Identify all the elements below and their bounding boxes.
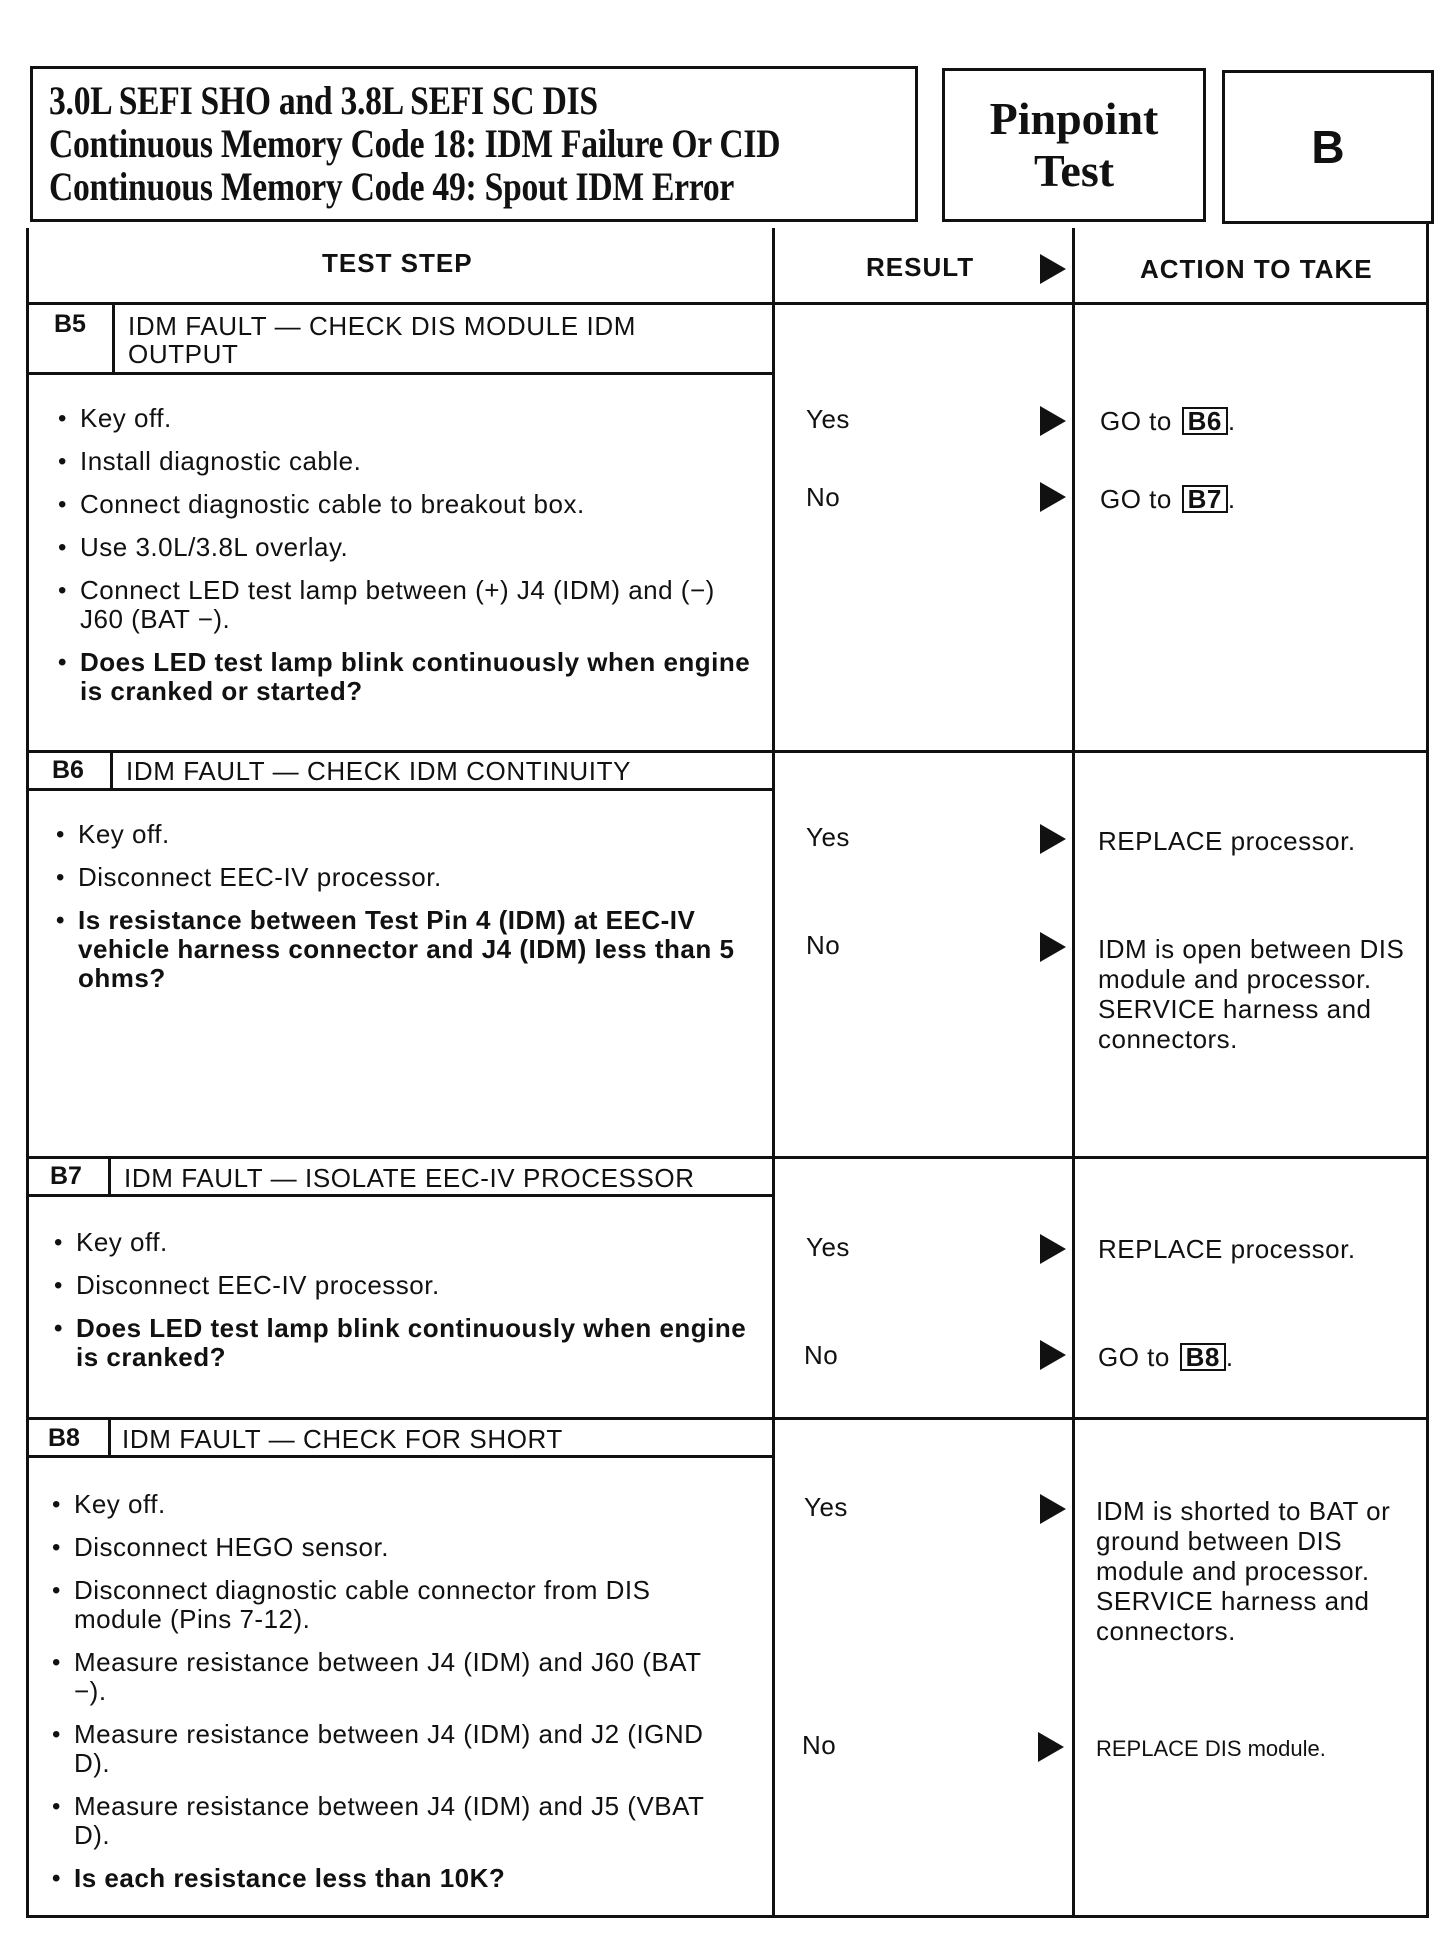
action-b8-yes: IDM is shorted to BAT or ground between DIS module and processor. SERVICE harness and connectors. bbox=[1096, 1496, 1391, 1646]
step-b6-question: • Is resistance between Test Pin 4 (IDM) at EEC-IV vehicle harness connector and J4 (IDM) less than 5 ohms? bbox=[50, 906, 750, 993]
test-letter-box bbox=[1222, 70, 1434, 224]
arrow-icon bbox=[1040, 932, 1066, 962]
b6-id-divider bbox=[110, 750, 113, 788]
header-bottom-rule bbox=[26, 302, 1429, 305]
action-b6-no: IDM is open between DIS module and processor. SERVICE harness and connectors. bbox=[1098, 934, 1405, 1054]
step-id-b5: B5 bbox=[54, 310, 86, 338]
b5-title-bottom-rule bbox=[26, 372, 772, 375]
list-item: • Connect LED test lamp between (+) J4 (IDM) and (−) J60 (BAT −). bbox=[52, 576, 752, 634]
table-right-border bbox=[1426, 224, 1429, 1918]
b8-id-divider bbox=[108, 1417, 111, 1455]
list-item: • Key off. bbox=[46, 1490, 726, 1519]
step-ref-b7: B7 bbox=[1182, 485, 1228, 513]
arrow-icon bbox=[1040, 482, 1066, 512]
action-b6-yes: REPLACE processor. bbox=[1098, 826, 1356, 856]
list-item: • Disconnect diagnostic cable connector from DIS module (Pins 7-12). bbox=[46, 1576, 726, 1634]
list-item: • Disconnect EEC-IV processor. bbox=[50, 863, 750, 892]
list-item: • Use 3.0L/3.8L overlay. bbox=[52, 533, 752, 562]
step-b8-instructions bbox=[46, 1490, 726, 1907]
step-b7-question: • Does LED test lamp blink continuously when engine is cranked? bbox=[48, 1314, 748, 1372]
b7-title-bottom-rule bbox=[26, 1194, 772, 1197]
result-b5-yes: Yes bbox=[806, 404, 850, 434]
action-b5-yes bbox=[1100, 406, 1236, 436]
list-item: • Key off. bbox=[50, 820, 750, 849]
table-bottom-rule bbox=[26, 1915, 1429, 1918]
arrow-icon bbox=[1040, 1234, 1066, 1264]
title-line-3: Continuous Memory Code 49: Spout IDM Error bbox=[49, 164, 735, 209]
pinpoint-label: Pinpoint bbox=[989, 93, 1159, 144]
step-title-b5-line1: IDM FAULT — CHECK DIS MODULE IDM bbox=[128, 311, 636, 341]
step-title-b8: IDM FAULT — CHECK FOR SHORT bbox=[122, 1424, 563, 1454]
action-b5-no-text: GO to bbox=[1100, 484, 1172, 514]
step-id-b7: B7 bbox=[50, 1162, 82, 1190]
title-line-1: 3.0L SEFI SHO and 3.8L SEFI SC DIS bbox=[49, 78, 598, 123]
arrow-icon bbox=[1038, 1732, 1064, 1762]
step-id-b6: B6 bbox=[52, 756, 84, 784]
action-b7-no-text: GO to bbox=[1098, 1342, 1170, 1372]
b7-id-divider bbox=[108, 1156, 111, 1194]
step-ref-b8: B8 bbox=[1180, 1343, 1226, 1371]
action-b7-no bbox=[1098, 1342, 1234, 1372]
step-b5-instructions bbox=[52, 404, 752, 720]
list-item: • Measure resistance between J4 (IDM) and J2 (IGND D). bbox=[46, 1720, 726, 1778]
step-title-b6: IDM FAULT — CHECK IDM CONTINUITY bbox=[126, 756, 632, 786]
arrow-icon bbox=[1040, 1340, 1066, 1370]
list-item: • Disconnect EEC-IV processor. bbox=[48, 1271, 748, 1300]
action-b8-no: REPLACE DIS module. bbox=[1096, 1736, 1326, 1761]
list-item: • Disconnect HEGO sensor. bbox=[46, 1533, 726, 1562]
list-item: • Install diagnostic cable. bbox=[52, 447, 752, 476]
header-arrow-icon bbox=[1040, 254, 1066, 284]
col-header-test-step: TEST STEP bbox=[322, 248, 473, 278]
step-divider-b7 bbox=[26, 1156, 1429, 1159]
col-header-result: RESULT bbox=[866, 252, 975, 282]
table-left-border bbox=[26, 228, 29, 1918]
pinpoint-test-box bbox=[942, 68, 1206, 222]
title-box bbox=[30, 66, 918, 222]
step-b7-instructions bbox=[48, 1228, 748, 1386]
b8-title-bottom-rule bbox=[26, 1455, 772, 1458]
action-b5-yes-suffix: . bbox=[1227, 406, 1236, 436]
list-item: • Connect diagnostic cable to breakout box. bbox=[52, 490, 752, 519]
result-b8-no: No bbox=[802, 1730, 837, 1760]
test-letter: B bbox=[1311, 121, 1345, 173]
result-b7-yes: Yes bbox=[806, 1232, 850, 1262]
step-divider-b6 bbox=[26, 750, 1429, 753]
action-b5-no bbox=[1100, 484, 1236, 514]
action-b5-yes-text: GO to bbox=[1100, 406, 1172, 436]
list-item: • Key off. bbox=[52, 404, 752, 433]
action-b7-no-suffix: . bbox=[1225, 1342, 1234, 1372]
test-label: Test bbox=[1033, 145, 1115, 196]
list-item: • Measure resistance between J4 (IDM) and J5 (VBAT D). bbox=[46, 1792, 726, 1850]
result-b6-no: No bbox=[806, 930, 841, 960]
column-divider-step-result bbox=[772, 228, 775, 1918]
result-b7-no: No bbox=[804, 1340, 839, 1370]
arrow-icon bbox=[1040, 1494, 1066, 1524]
step-divider-b8 bbox=[26, 1417, 1429, 1420]
title-line-2: Continuous Memory Code 18: IDM Failure Or CID bbox=[49, 121, 781, 166]
b6-title-bottom-rule bbox=[26, 788, 772, 791]
col-header-action: ACTION TO TAKE bbox=[1140, 254, 1373, 284]
list-item: • Measure resistance between J4 (IDM) and J60 (BAT −). bbox=[46, 1648, 726, 1706]
step-b5-question: • Does LED test lamp blink continuously when engine is cranked or started? bbox=[52, 648, 752, 706]
step-title-b7: IDM FAULT — ISOLATE EEC-IV PROCESSOR bbox=[124, 1163, 695, 1193]
arrow-icon bbox=[1040, 824, 1066, 854]
step-b8-question: • Is each resistance less than 10K? bbox=[46, 1864, 726, 1893]
b5-id-divider bbox=[112, 302, 115, 372]
action-b7-yes: REPLACE processor. bbox=[1098, 1234, 1356, 1264]
result-b5-no: No bbox=[806, 482, 841, 512]
column-divider-result-action bbox=[1072, 228, 1075, 1918]
arrow-icon bbox=[1040, 406, 1066, 436]
list-item: • Key off. bbox=[48, 1228, 748, 1257]
step-b6-instructions bbox=[50, 820, 750, 1007]
step-id-b8: B8 bbox=[48, 1424, 80, 1452]
result-b8-yes: Yes bbox=[804, 1492, 848, 1522]
action-b5-no-suffix: . bbox=[1227, 484, 1236, 514]
result-b6-yes: Yes bbox=[806, 822, 850, 852]
step-ref-b6: B6 bbox=[1182, 407, 1228, 435]
step-title-b5-line2: OUTPUT bbox=[128, 339, 239, 369]
